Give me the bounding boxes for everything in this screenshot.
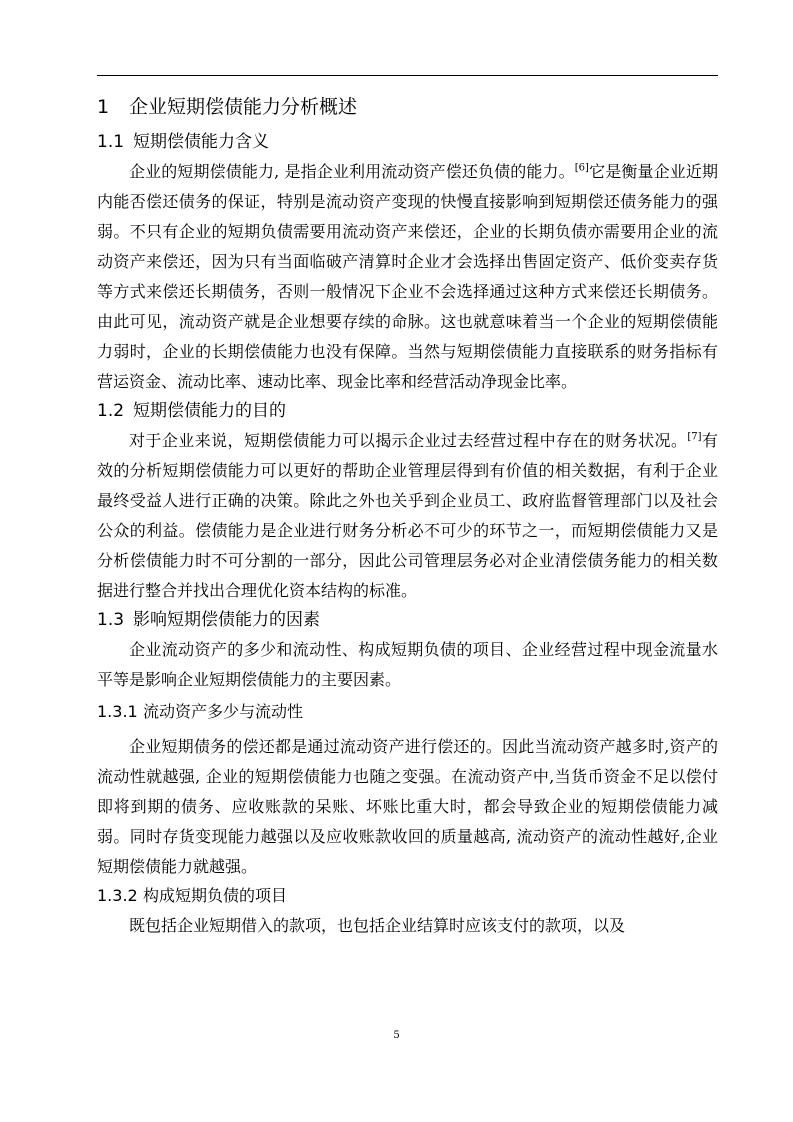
section-1-1-title: 短期偿债能力含义 <box>133 132 269 152</box>
section-1-3-1-heading <box>97 698 718 726</box>
section-1-2-heading <box>97 397 718 425</box>
section-1-1-number: 1.1 <box>97 132 125 152</box>
section-1-2-number: 1.2 <box>97 401 125 421</box>
section-1-1-text-a: 企业的短期偿债能力, 是指企业利用流动资产偿还负债的能力。 <box>129 162 575 181</box>
section-1-3-2-title: 构成短期负债的项目 <box>143 886 288 905</box>
section-1-3-2-paragraph: 既包括企业短期借入的款项，也包括企业结算时应该支付的款项，以及 <box>129 916 626 935</box>
section-1-3-2-number: 1.3.2 <box>97 886 138 905</box>
section-1-2-text-a: 对于企业来说，短期偿债能力可以揭示企业过去经营过程中存在的财务状况。 <box>129 431 688 450</box>
section-1-3-2-heading <box>97 882 718 910</box>
section-1-2-title: 短期偿债能力的目的 <box>133 401 286 421</box>
section-1-1-text-b: 它是衡量企业近期内能否偿还债务的保证，特别是流动资产变现的快慢直接影响到短期偿还债务能力的强弱。不只有企业的短期负债需要用流动资产来偿还，企业的长期负债亦需要用企业的流动资产来偿还，因为只有当面临破产清算时企业才会选择出售固定资产、低价变卖存货等方式来偿还长期债务，否则一般情况下企业不会选择通过这种方式来偿还长期债务。由此可见，流动资产就是企业想要存续的命脉。这也就意味着当一个企业的短期偿债能力弱时，企业的长期偿债能力也没有保障。当然与短期偿债能力直接联系的财务指标有营运资金、流动比率、速动比率、现金比率和经营活动净现金比率。 <box>97 162 718 391</box>
citation-ref-6: [6] <box>574 162 589 174</box>
section-1-1-heading <box>97 128 718 156</box>
section-1-3-1-paragraph: 企业短期债务的偿还都是通过流动资产进行偿还的。因此当流动资产越多时,资产的流动性就越强, 企业的短期偿债能力也随之变强。在流动资产中,当货币资金不足以偿付即将到期的债务、应收账款的呆账、坏账比重大时，都会导致企业的短期偿债能力减弱。同时存货变现能力越强以及应收账款收回的质量越高, 流动资产的流动性越好,企业短期偿债能力就越强。 <box>97 737 718 876</box>
section-1-1-paragraph <box>97 157 718 397</box>
section-1-2-text-b: 有效的分析短期偿债能力可以更好的帮助企业管理层得到有价值的相关数据，有利于企业最终受益人进行正确的决策。除此之外也关乎到企业员工、政府监督管理部门以及社会公众的利益。偿债能力是企业进行财务分析必不可少的环节之一，而短期偿债能力又是分析偿债能力时不可分割的一部分，因此公司管理层务必对企业清偿债务能力的相关数据进行整合并找出合理优化资本结构的标准。 <box>97 431 718 600</box>
header-rule <box>97 75 718 76</box>
section-1-3-1-title: 流动资产多少与流动性 <box>143 702 304 721</box>
section-1-number: 1 <box>97 96 110 118</box>
document-body <box>97 86 718 941</box>
section-1-heading <box>97 86 718 128</box>
section-1-3-title: 影响短期偿债能力的因素 <box>133 610 320 630</box>
section-1-3-paragraph: 企业流动资产的多少和流动性、构成短期负债的项目、企业经营过程中现金流量水平等是影响企业短期偿债能力的主要因素。 <box>97 640 718 689</box>
section-1-3-heading <box>97 606 718 634</box>
section-1-3-1-number: 1.3.1 <box>97 702 138 721</box>
page-number: 5 <box>393 1030 400 1041</box>
section-1-2-paragraph <box>97 426 718 606</box>
section-1-title: 企业短期偿债能力分析概述 <box>129 96 358 118</box>
citation-ref-7: [7] <box>687 431 702 443</box>
section-1-3-number: 1.3 <box>97 610 125 630</box>
